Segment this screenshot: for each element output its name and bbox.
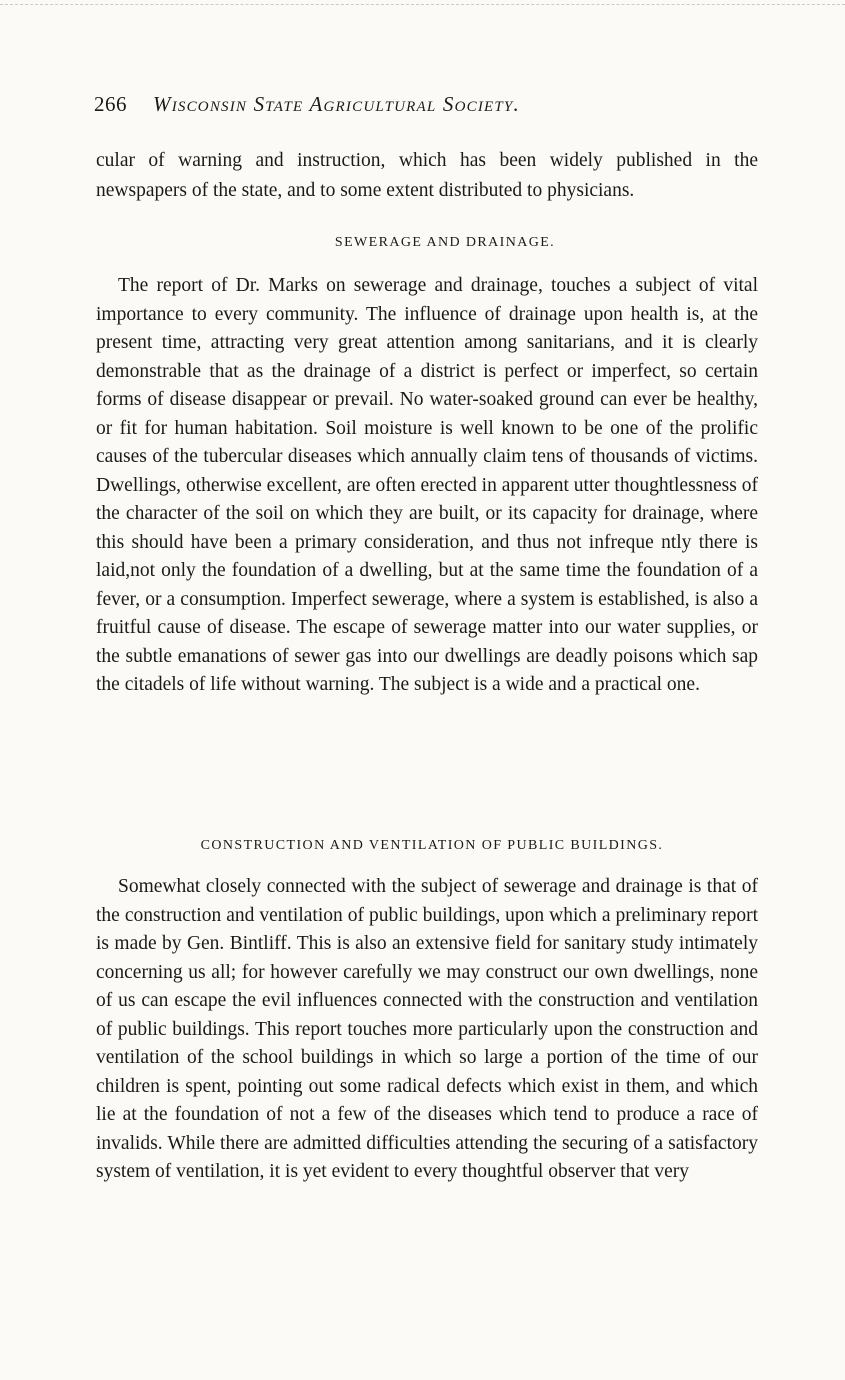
sewerage-paragraph-block — [96, 272, 758, 700]
running-title: Wisconsin State Agricultural Society. — [153, 92, 520, 116]
page-top-edge — [0, 4, 845, 5]
section-heading-sewerage: SEWERAGE AND DRAINAGE. — [334, 235, 556, 250]
page-header — [94, 90, 774, 118]
page-number: 266 — [94, 92, 127, 116]
construction-paragraph: Somewhat closely connected with the subject of sewerage and drainage is that of the construction and ventilation of public buildings, upon which a preliminary report is made by Gen. Bintliff. This is also an extensive field for sanitary study intimately concerning us all; for however carefully we may construct our own dwellings, none of us can escape the evil influences connected with the construction and ventilation of public buildings. This report touches more particularly upon the construction and ventilation of the school buildings in which so large a portion of the time of our children is spent, pointing out some radical defects which exist in them, and which lie at the foundation of not a few of the diseases which tend to produce a race of invalids. While there are admitted difficulties attending the securing of a satisfactory system of ventilation, it is yet evident to every thoughtful observer that very — [96, 876, 758, 1182]
intro-paragraph-block — [96, 146, 758, 206]
construction-paragraph-block — [96, 873, 758, 1187]
sewerage-paragraph: The report of Dr. Marks on sewerage and drainage, touches a subject of vital importance to every community. The influence of drainage upon health is, at the present time, attracting very great attention among sanitarians, and it is clearly demonstrable that as the drainage of a district is perfect or imperfect, so certain forms of disease disappear or prevail. No water-soaked ground can ever be healthy, or fit for human habitation. Soil moisture is well known to be one of the prolific causes of the tubercular diseases which annually claim tens of thousands of victims. Dwellings, otherwise excellent, are often erected in apparent utter thoughtlessness of the character of the soil on which they are built, or its capacity for drainage, where this should have been a primary consideration, and thus not infreque ntly there is laid,not only the foundation of a dwelling, but at the same time the foundation of a fever, or a consumption. Imperfect sewerage, where a system is established, is also a fruitful cause of disease. The escape of sewerage matter into our water supplies, or the subtle emanations of sewer gas into our dwellings are deadly poisons which sap the citadels of life without warning. The subject is a wide and a practical one. — [96, 275, 758, 695]
intro-paragraph: cular of warning and instruction, which has been widely published in the newspapers of the state, and to some extent distributed to physicians. — [96, 150, 758, 201]
section-heading-construction: CONSTRUCTION AND VENTILATION OF PUBLIC BUILDINGS. — [200, 838, 664, 853]
